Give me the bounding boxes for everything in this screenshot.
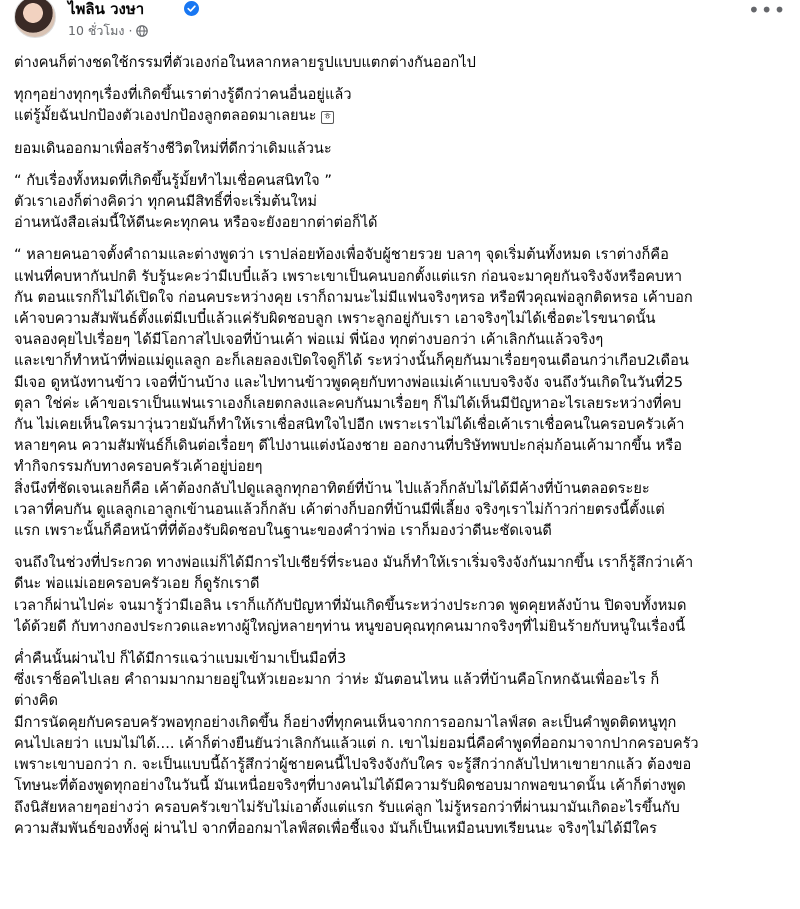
globe-icon[interactable]	[136, 25, 148, 37]
post-text-line: กัน ไม่เคยเห็นใครมาวุ่นวายมันก็ทำให้เราเชื่อสนิทใจไปอีก เพราะเราไม่ได้เชื่อเค้าเราเชื่อคนในครอบครัวเค้า	[14, 416, 685, 434]
author-name[interactable]: ไพลิน วงษา	[68, 0, 145, 18]
meta-separator: ·	[128, 23, 133, 38]
post-paragraph	[14, 244, 790, 541]
post-text-line: ตุลา ใช่ค่ะ เค้าขอเราเป็นแฟนเราเองก็เลยตกลงและคบกันมาเรื่อยๆ ก็ไม่ได้เห็นมีปัญหาอะไรเลยระหว่างที่คบ	[14, 394, 682, 412]
post-text-line: เวลาที่คบกัน ดูแลลูกเอาลูกเข้านอนแล้วก็กลับ เค้าต่างก็บอกที่บ้านมีพี่เลี้ยง จริงๆเราไม่ก้าวก่ายตรงนี้ตั้งแต่	[14, 500, 665, 518]
post-text-line: จนถึงในช่วงที่ประกวด ทางพ่อแม่ก็ได้มีการไปเชียร์ที่ระนอง มันก็ทำให้เราเริ่มจริงจังกันมากขึ้น เราก็รู้สึกว่าเค้า	[14, 554, 694, 572]
post-text-line: “ กับเรื่องทั้งหมดที่เกิดขึ้นรู้มั้ยทำไมเชื่อคนสนิทใจ ”	[14, 171, 332, 189]
post-text-line: ค่ำคืนนั้นผ่านไป ก็ได้มีการแฉว่าแบมเข้ามาเป็นมือที่3	[14, 650, 347, 668]
post-text-line: ดีนะ พ่อแม่เอยครอบครัวเอย ก็ดูรักเราดี	[14, 575, 260, 593]
post-text-line: ได้ด้วยดี กับทางกองประกวดและทางผู้ใหญ่หลายๆท่าน หนูขอบคุณทุกคนมากจริงๆที่ไม่ยินร้ายกับหนูในเรื่องนี้	[14, 617, 686, 635]
post-text-line: คนไปเลยว่า แบมไม่ได้.... เค้าก็ต่างยืนยันว่าเลิกกันแล้วแต่ ก. เขาไม่ยอมนี่คือคำพูดที่ออกมาจากปากครอบครัว	[14, 734, 699, 752]
post-text-line: โทษนะที่ต้องพูดทุกอย่างในวันนี้ มันเหนื่อยจริงๆที่บางคนไม่ได้มีความรับผิดชอบมากพอขนาดนั้น เค้าก็ต่างพูด	[14, 777, 686, 795]
avatar[interactable]	[14, 0, 56, 38]
post-text-line: ความสัมพันธ์ของทั้งคู่ ผ่านไป จากที่ออกมาไลฟ์สดเพื่อชี้แจง มันก็เป็นเหมือนบทเรียนนะ จริงๆไม่ได้มีใคร	[14, 819, 657, 837]
post-paragraph	[14, 52, 790, 73]
post-meta	[68, 21, 148, 41]
post-paragraph	[14, 170, 790, 234]
post-paragraph	[14, 138, 790, 159]
post-text-line: ต่างคิด	[14, 692, 59, 710]
post-text-line: หลายๆคน ความสัมพันธ์ก็เดินต่อเรื่อยๆ ดีไปงานแต่งน้องชาย ออกงานที่บริษัทพบปะกลุ่มก้อนเค้ามากขึ้น หรือ	[14, 437, 683, 455]
more-options-icon[interactable]: •••	[748, 0, 787, 22]
post-time[interactable]: 10 ชั่วโมง	[68, 23, 125, 38]
post-text-line: เพราะเขาบอกว่า ก. จะเป็นแบบนี้ถ้ารู้สึกว่าผู้ชายคนนี้ไปจริงจังกับใคร จะรู้สึกว่ากลับไปหาเขายากแล้ว ต้องขอ	[14, 756, 692, 774]
emoji-icon: ㅎ	[323, 112, 332, 123]
post-body	[14, 52, 790, 850]
post-text-line: มีเจอ ดูหนังทานข้าว เจอที่บ้านบ้าง และไปทานข้าวพูดคุยกับทางพ่อแม่เค้าแบบจริงจัง จนถึงวันเกิดในวันที่25	[14, 373, 684, 391]
post-text-line: อ่านหนังสือเล่มนี้ให้ดีนะคะทุกคน หรือจะยังอยากต่าต่อก็ได้	[14, 214, 378, 232]
verified-badge-icon	[184, 1, 199, 16]
post-text-line: แรก เพราะนั้นก็คือหน้าที่ที่ต้องรับผิดชอบในฐานะของคำว่าพ่อ เราก็มองว่าดีนะชัดเจนดี	[14, 522, 552, 540]
post-text-line: เค้าจบความสัมพันธ์ตั้งแต่มีเบบี๋แล้วแค่รับผิดชอบลูก เพราะลูกอยู่กับเรา เอาจริงๆไม่ได้เชื่อตะไรขนาดนั้น	[14, 310, 656, 328]
post-text-line: แฟนที่คบหากันปกติ รับรู้นะคะว่ามีเบบี๋แล้ว เพราะเขาเป็นคนบอกตั้งแต่แรก ก่อนจะมาคุยกันจริงจังหรือคบหา	[14, 267, 683, 285]
post-header	[0, 0, 800, 44]
post-paragraph	[14, 552, 790, 637]
post-text-line: ต่างคนก็ต่างชดใช้กรรมที่ตัวเองก่อในหลากหลายรูปแบบแตกต่างกันออกไป	[14, 54, 476, 71]
post-text-line: สิ่งนึงที่ชัดเจนเลยก็คือ เค้าต้องกลับไปดูแลลูกทุกอาทิตย์ที่บ้าน ไปแล้วก็กลับไม่ได้มีค้างที่บ้านตลอดระยะ	[14, 479, 650, 497]
post-text-line: จนลองคุยไปเรื่อยๆ ได้มีโอกาสไปเจอที่บ้านเค้า พ่อแม่ พี่น้อง ทุกต่างบอกว่า เค้าเลิกกันแล้วจริงๆ	[14, 331, 604, 349]
post-text-line: มีการนัดคุยกับครอบครัวพอทุกอย่างเกิดขึ้น ก็อย่างที่ทุกคนเห็นจากการออกมาไลฟ์สด ละเป็นคำพูดติดหนูทุก	[14, 713, 677, 731]
post-text-line: “ หลายคนอาจตั้งคำถามและต่างพูดว่า เราปล่อยท้องเพื่อจับผู้ชายรวย บลาๆ จุดเริ่มต้นทั้งหมด เราต่างก็คือ	[14, 246, 669, 264]
post-text-line: ยอมเดินออกมาเพื่อสร้างชีวิตใหม่ที่ดีกว่าเดิมแล้วนะ	[14, 139, 332, 157]
post-text-line: ทุกๆอย่างทุกๆเรื่องที่เกิดขึ้นเราต่างรู้ดีกว่าคนอื่นอยู่แล้ว	[14, 86, 352, 104]
post-text-line: ตัวเราเองก็ต่างคิดว่า ทุกคนมีสิทธิ์ที่จะเริ่มต้นใหม่	[14, 193, 317, 211]
post-text-line: ซึ่งเราช็อคไปเลย คำถามมากมายอยู่ในหัวเยอะมาก ว่าห่ะ มันตอนไหน แล้วที่บ้านคือโกหกฉันเพื่ออะไร ก็	[14, 671, 660, 689]
post-text-line: แต่รู้มั้ยฉันปกป้องตัวเองปกป้องลูกตลอดมาเลยนะ ㅎ	[14, 107, 332, 125]
post-text-line: และเขาก็ทำหน้าที่พ่อแม่ดูแลลูก อะก็เลยลองเปิดใจดูก็ได้ ระหว่างนั้นก็คุยกันมาเรื่อยๆจนเดือนกว่าเกือบ2เดือน	[14, 352, 689, 370]
post-text-line: ถึงนิสัยหลายๆอย่างว่า ครอบครัวเขาไม่รับไม่เอาตั้งแต่แรก รับแค่ลูก ไม่รู้หรอกว่าที่ผ่านมามันเกิดอะไรขึ้นกับ	[14, 798, 680, 816]
post-paragraph	[14, 84, 790, 126]
post-text-line: กัน ตอนแรกก็ไม่ได้เปิดใจ ก่อนคบระหว่างคุย เราก็ถามนะไม่มีแฟนจริงๆหรอ หรือพีวคุณพ่อลูกติดหรอ เค้าบอก	[14, 288, 693, 306]
post-text-line: ทำกิจกรรมกับทางครอบครัวเค้าอยู่บ่อยๆ	[14, 458, 263, 476]
post-paragraph	[14, 648, 790, 839]
post-text-line: เวลาก็ผ่านไปค่ะ จนมารู้ว่ามีเอลิน เราก็แก้กับปัญหาที่มันเกิดขึ้นระหว่างประกวด พูดคุยหลังบ้าน ปิดจบทั้งหมด	[14, 596, 687, 614]
